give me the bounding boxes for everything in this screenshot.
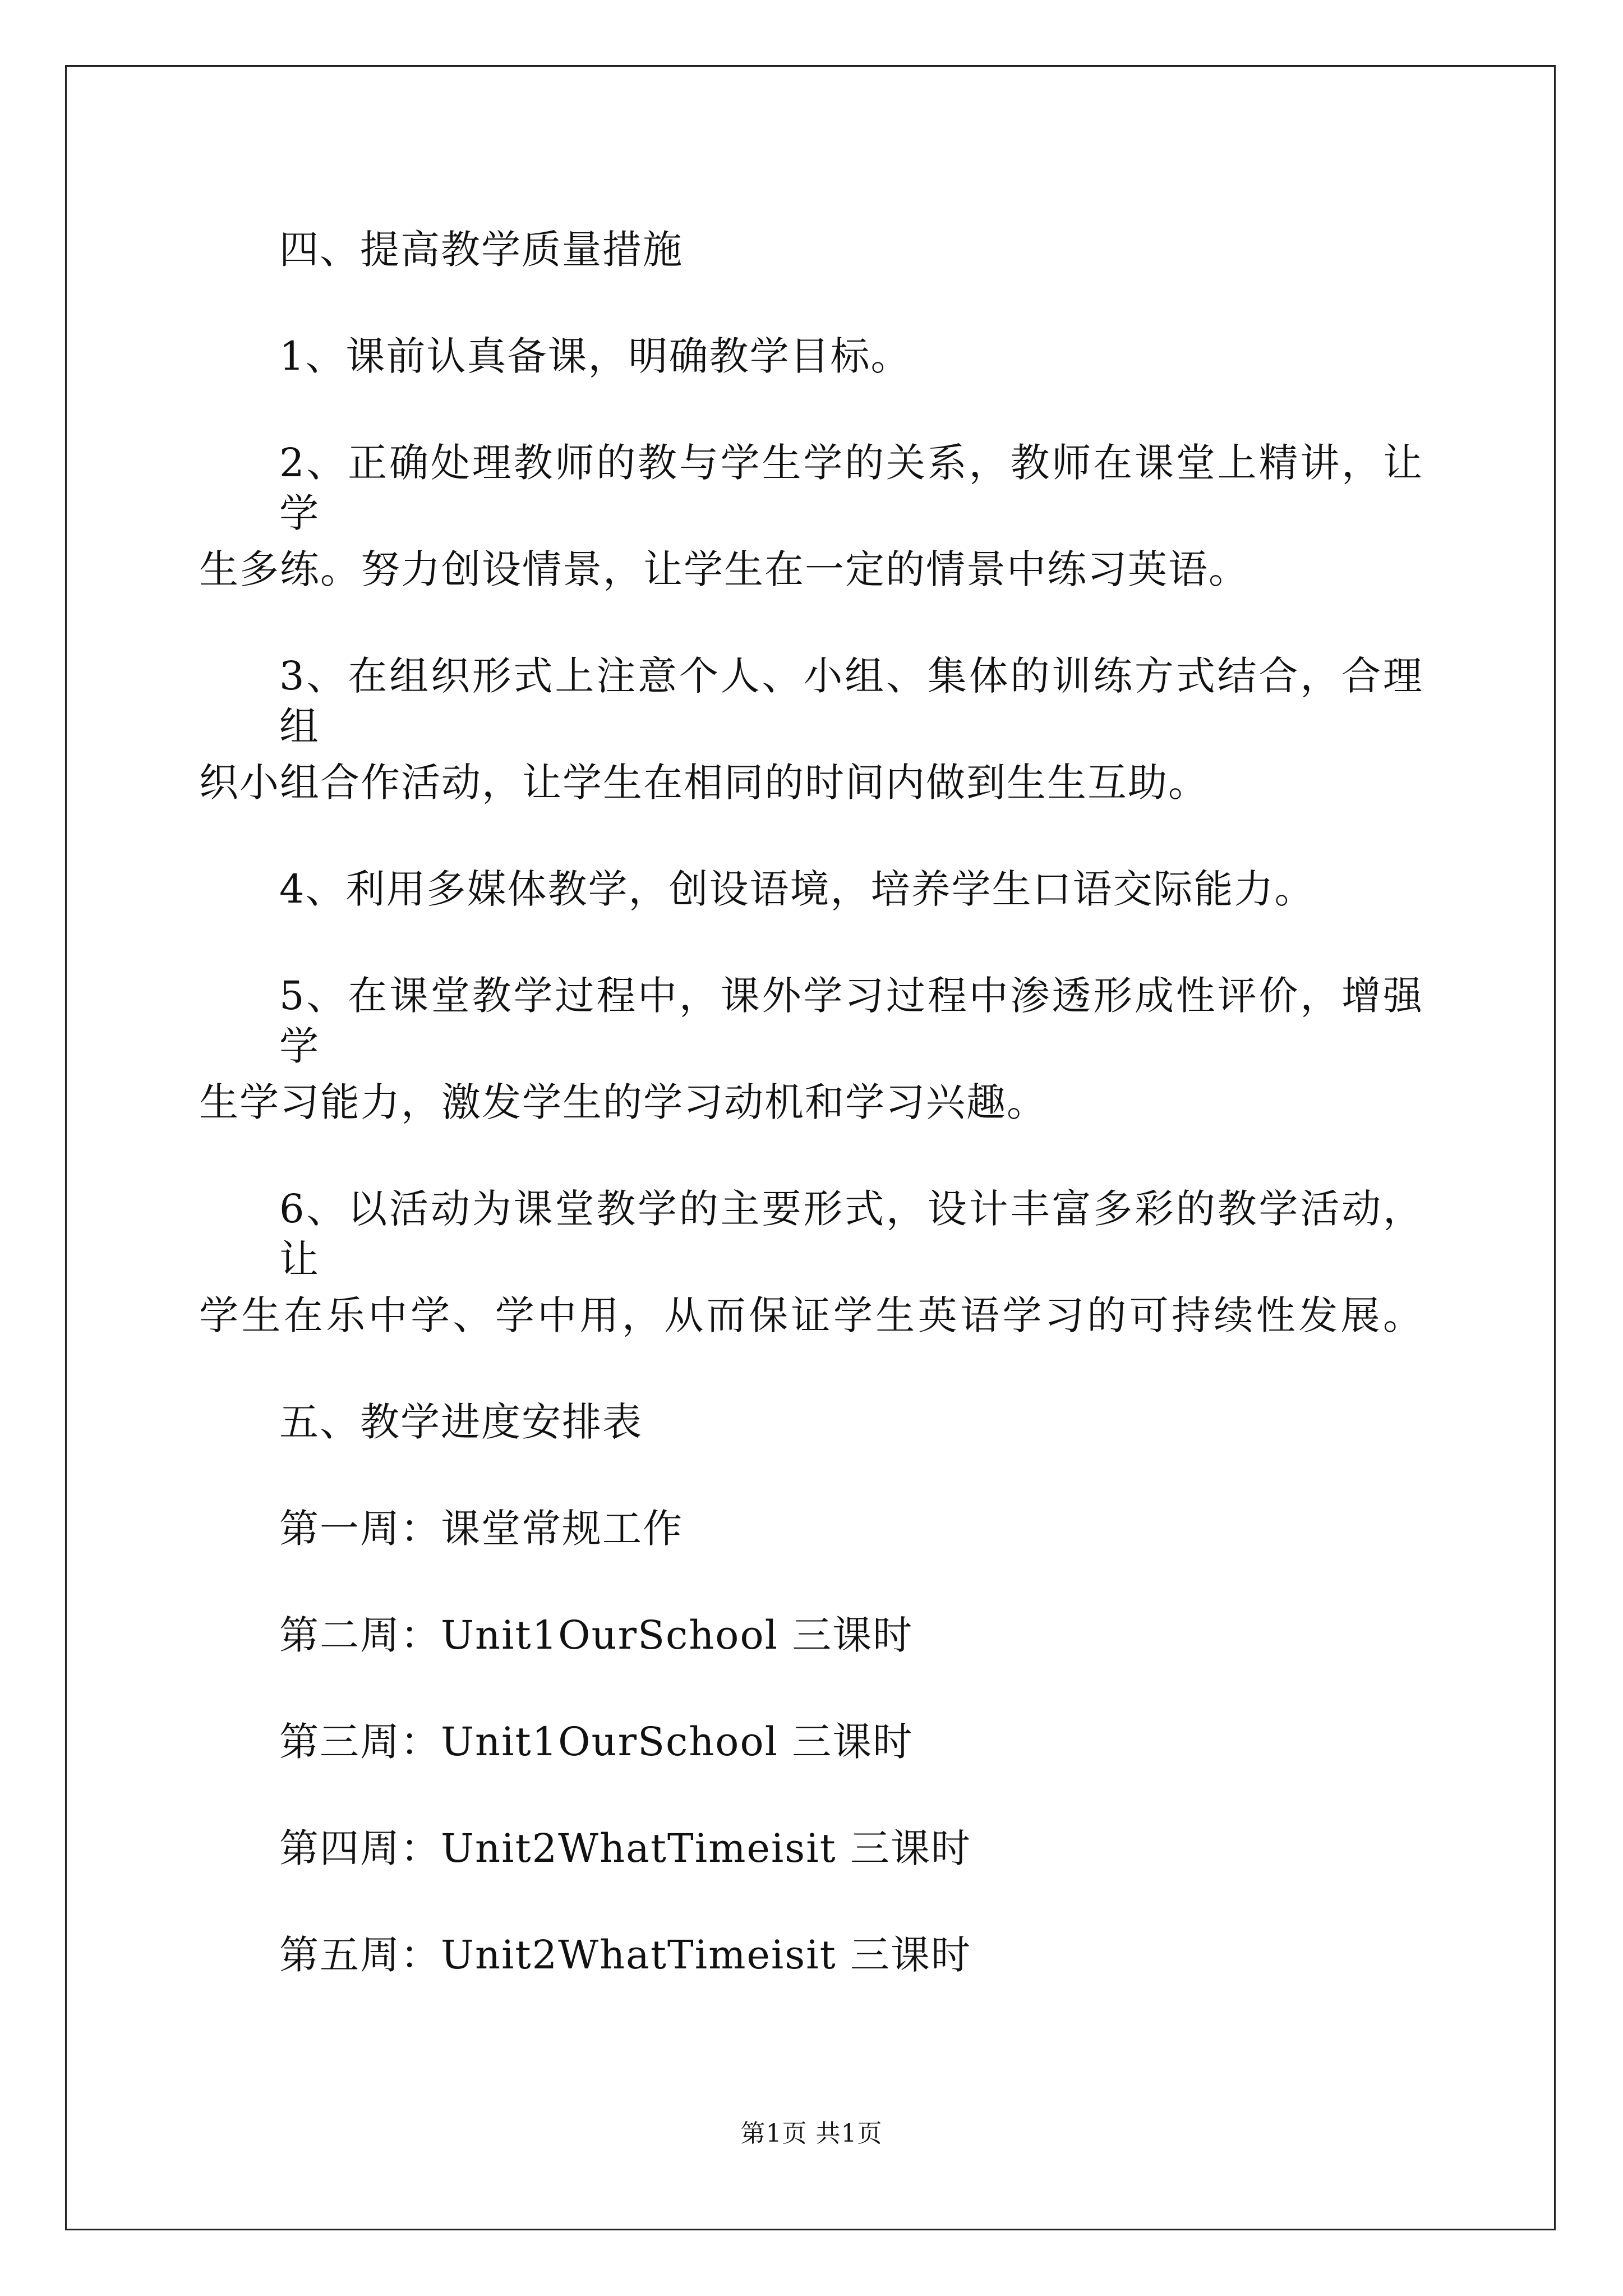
paragraph-6-line-1: 6、以活动为课堂教学的主要形式，设计丰富多彩的教学活动，让 bbox=[279, 1186, 1423, 1282]
schedule-week-3: 第三周：Unit1OurSchool 三课时 bbox=[279, 1719, 914, 1765]
paragraph-1: 1、课前认真备课，明确教学目标。 bbox=[279, 333, 911, 379]
paragraph-2-line-2: 生多练。努力创设情景，让学生在一定的情景中练习英语。 bbox=[199, 546, 1249, 592]
paragraph-4: 4、利用多媒体教学，创设语境，培养学生口语交际能力。 bbox=[279, 866, 1315, 912]
schedule-week-5: 第五周：Unit2WhatTimeisit 三课时 bbox=[279, 1932, 971, 1978]
section-heading-5: 五、教学进度安排表 bbox=[279, 1399, 643, 1445]
paragraph-6-line-2: 学生在乐中学、学中用，从而保证学生英语学习的可持续性发展。 bbox=[199, 1292, 1423, 1338]
paragraph-5-line-2: 生学习能力，激发学生的学习动机和学习兴趣。 bbox=[199, 1079, 1047, 1125]
schedule-week-2: 第二周：Unit1OurSchool 三课时 bbox=[279, 1612, 914, 1658]
paragraph-3-line-2: 织小组合作活动，让学生在相同的时间内做到生生互助。 bbox=[199, 760, 1209, 806]
section-heading-4: 四、提高教学质量措施 bbox=[279, 227, 683, 273]
paragraph-5-line-1: 5、在课堂教学过程中，课外学习过程中渗透形成性评价，增强学 bbox=[279, 973, 1423, 1069]
paragraph-3-line-1: 3、在组织形式上注意个人、小组、集体的训练方式结合，合理组 bbox=[279, 653, 1423, 749]
page-footer: 第1页 共1页 bbox=[740, 2119, 883, 2148]
schedule-week-4: 第四周：Unit2WhatTimeisit 三课时 bbox=[279, 1825, 971, 1871]
schedule-week-1: 第一周：课堂常规工作 bbox=[279, 1506, 683, 1552]
paragraph-2-line-1: 2、正确处理教师的教与学生学的关系，教师在课堂上精讲，让学 bbox=[279, 440, 1423, 536]
page-border bbox=[65, 65, 1556, 2230]
